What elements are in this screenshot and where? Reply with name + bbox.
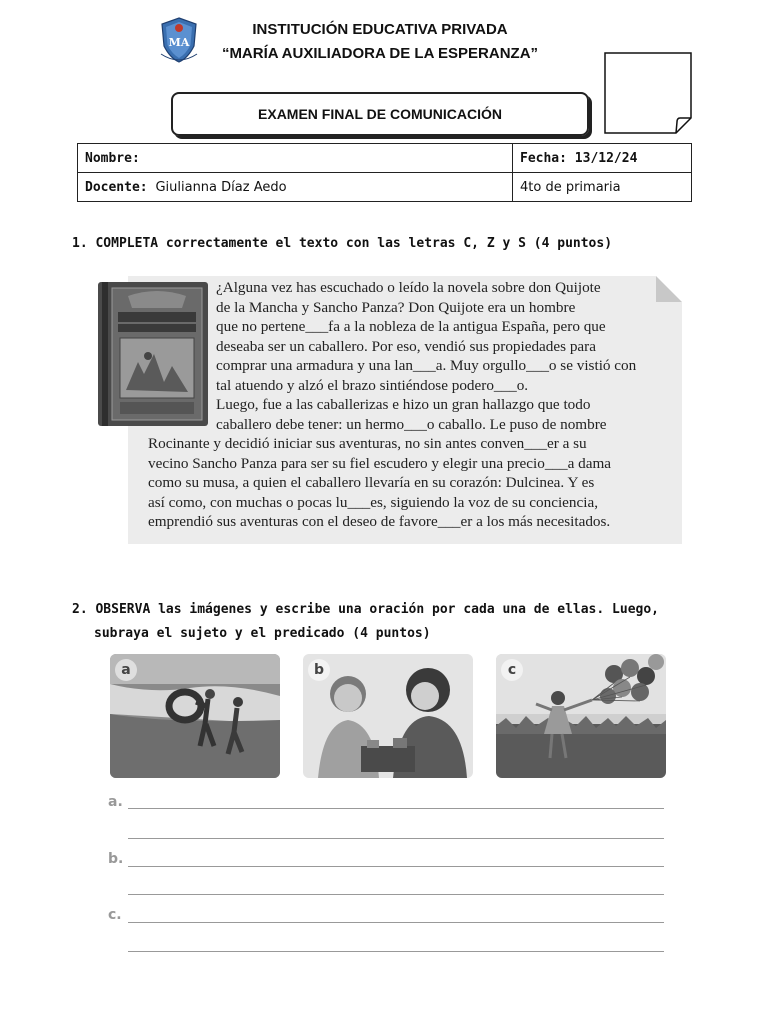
- grade-cell: [513, 173, 692, 202]
- teacher-value: Giulianna Díaz Aedo: [155, 179, 287, 195]
- school-crest-logo: [158, 14, 200, 64]
- passage-line: caballero debe tener: un hermo___o caballo. Le puso de nombre: [216, 415, 607, 433]
- photo-c-girl-balloons: [496, 654, 666, 778]
- passage-line: así como, con muchas o pocas lu___es, siguiendo la voz de su conciencia,: [148, 493, 599, 511]
- passage-line: Luego, fue a las caballerizas e hizo un gran hallazgo que todo: [216, 396, 591, 413]
- passage-line: Rocinante y decidió iniciar sus aventuras, no sin antes conven___er a su: [148, 435, 587, 452]
- svg-text:MA: MA: [168, 36, 190, 49]
- question-1-title: 1. COMPLETA correctamente el texto con las letras C, Z y S (4 puntos): [72, 236, 613, 251]
- table-row: [78, 173, 692, 202]
- answer-line-c1[interactable]: [128, 922, 664, 923]
- grade-box[interactable]: [604, 52, 692, 134]
- exam-title-banner: [171, 92, 589, 136]
- question-2-title-line2: subraya el sujeto y el predicado (4 puntos): [94, 626, 431, 641]
- answer-line-b2[interactable]: [128, 894, 664, 895]
- date-value: 13/12/24: [574, 150, 638, 166]
- passage-line: comprar una armadura y una lan___a. Muy orgullo___o se vistió con: [216, 357, 637, 374]
- answer-line-a1[interactable]: [128, 808, 664, 809]
- answer-line-c2[interactable]: [128, 951, 664, 952]
- answer-label-c: c.: [108, 907, 122, 923]
- school-name-line1: INSTITUCIÓN EDUCATIVA PRIVADA: [252, 21, 508, 38]
- answer-line-b1[interactable]: [128, 866, 664, 867]
- name-cell[interactable]: [78, 144, 513, 173]
- student-info-table: [77, 143, 692, 202]
- question-2-title-line1: 2. OBSERVA las imágenes y escribe una oración por cada una de ellas. Luego,: [72, 602, 659, 617]
- passage-line: vecino Sancho Panza para ser su fiel escudero y elegir una precio___a dama: [148, 454, 612, 472]
- grade-value: 4to de primaria: [520, 179, 621, 195]
- passage-line: ¿Alguna vez has escuchado o leído la novela sobre don Quijote: [216, 279, 601, 296]
- reading-passage-text: [148, 278, 674, 532]
- photo-a-tag: a: [115, 659, 137, 681]
- passage-line: tal atuendo y alzó el brazo sintiéndose podero___o.: [216, 376, 529, 394]
- exam-title: EXAMEN FINAL DE COMUNICACIÓN: [258, 106, 502, 122]
- teacher-label: Docente:: [85, 179, 148, 195]
- teacher-cell: [78, 173, 513, 202]
- photo-c-tag: c: [501, 659, 523, 681]
- photo-b-tag: b: [308, 659, 330, 681]
- answer-label-a: a.: [108, 794, 123, 810]
- question-2-title: [72, 598, 672, 646]
- table-row: [78, 144, 692, 173]
- passage-line: emprendió sus aventuras con el deseo de favore___er a los más necesitados.: [148, 513, 611, 530]
- passage-line: como su musa, a quien el caballero llevaría en su corazón: Dulcinea. Y es: [148, 474, 595, 491]
- answer-label-b: b.: [108, 851, 124, 867]
- passage-line: que no pertene___fa a la nobleza de la antigua España, pero que: [216, 318, 606, 335]
- passage-line: deseaba ser un caballero. Por eso, vendió sus propiedades para: [216, 337, 596, 355]
- date-label: Fecha:: [520, 150, 567, 166]
- passage-line: de la Mancha y Sancho Panza? Don Quijote era un hombre: [216, 298, 576, 316]
- photo-b-children: [303, 654, 473, 778]
- date-cell: [513, 144, 692, 173]
- answer-line-a2[interactable]: [128, 838, 664, 839]
- photo-a-beach: [110, 654, 280, 778]
- school-name-line2: “MARÍA AUXILIADORA DE LA ESPERANZA”: [221, 45, 539, 62]
- name-label: Nombre:: [85, 150, 140, 166]
